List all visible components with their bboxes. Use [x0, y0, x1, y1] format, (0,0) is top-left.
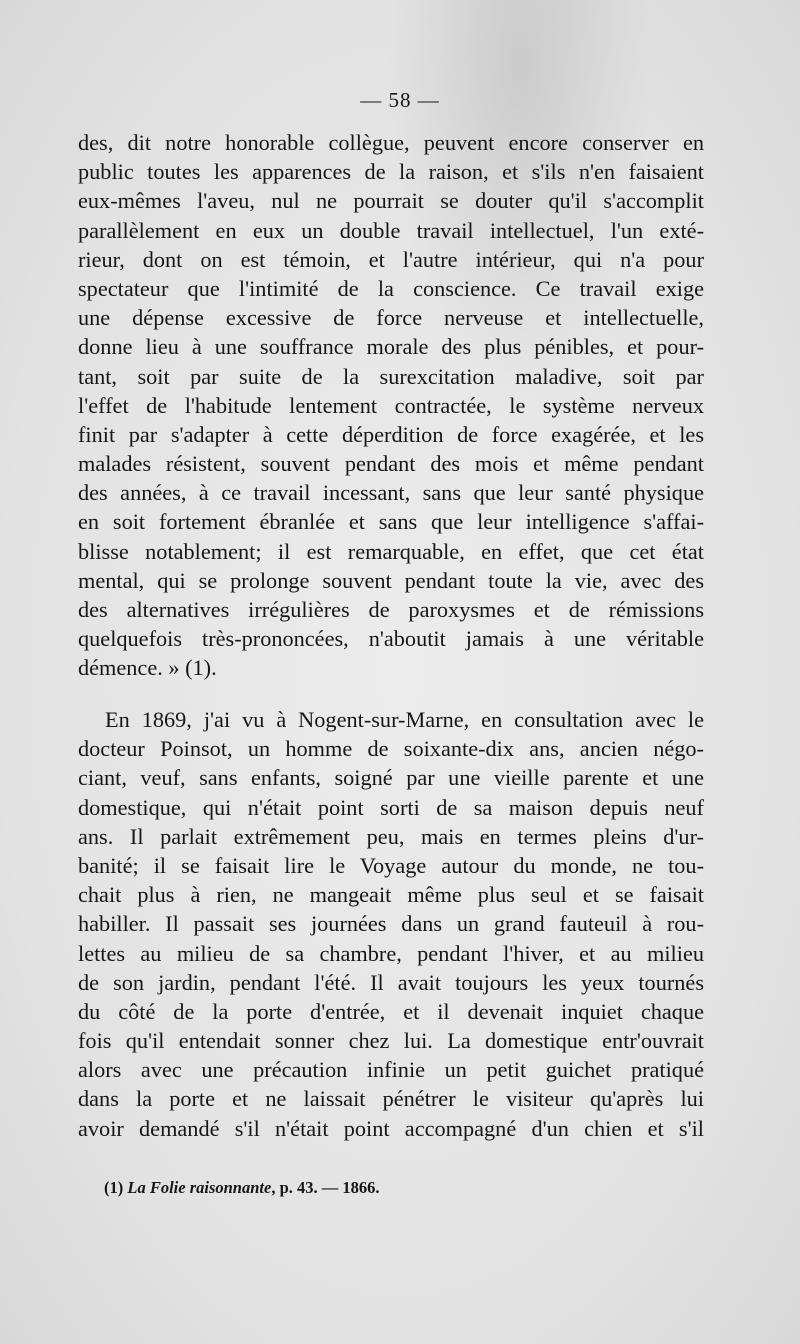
text-line: en soit fortement ébranlée et sans que leur intelligence s'affai- — [78, 509, 704, 535]
footnote-reference: , p. 43. — 1866. — [271, 1178, 380, 1197]
page-number: — 58 — — [360, 88, 440, 112]
paragraph-case-1869 — [78, 705, 704, 1143]
text-line: malades résistent, souvent pendant des mois et même pendant — [78, 451, 704, 477]
text-line: tant, soit par suite de la surexcitation maladive, soit par — [78, 363, 704, 389]
text-line: donne lieu à une souffrance morale des plus pénibles, et pour- — [78, 334, 704, 360]
text-line: habiller. Il passait ses journées dans un grand fauteuil à rou- — [78, 911, 704, 937]
text-line: lettes au milieu de sa chambre, pendant l'hiver, et au milieu — [78, 940, 704, 966]
text-line: des, dit notre honorable collègue, peuvent encore conserver en — [78, 130, 704, 155]
text-line: quelquefois très-prononcées, n'aboutit jamais à une véritable — [78, 626, 704, 652]
text-line: de son jardin, pendant l'été. Il avait toujours les yeux tournés — [78, 969, 704, 995]
text-line: fois qu'il entendait sonner chez lui. La domestique entr'ouvrait — [78, 1028, 704, 1054]
footnote-marker: (1) — [104, 1178, 124, 1197]
text-line-indented: En 1869, j'ai vu à Nogent-sur-Marne, en consultation avec le — [105, 707, 704, 732]
text-line: dans la porte et ne laissait pénétrer le visiteur qu'après lui — [78, 1086, 704, 1112]
text-line: des années, à ce travail incessant, sans que leur santé physique — [78, 480, 704, 506]
text-line: du côté de la porte d'entrée, et il devenait inquiet chaque — [78, 998, 704, 1024]
text-line: finit par s'adapter à cette déperdition de force exagérée, et les — [78, 421, 704, 447]
text-line: spectateur que l'intimité de la conscience. Ce travail exige — [78, 275, 704, 301]
text-line: ciant, veuf, sans enfants, soigné par une vieille parente et une — [78, 765, 704, 791]
paragraph-quote-continuation — [78, 128, 704, 683]
text-line: alors avec une précaution infinie un petit guichet pratiqué — [78, 1057, 704, 1083]
text-line: chait plus à rien, ne mangeait même plus seul et se faisait — [78, 882, 704, 908]
text-line: banité; il se faisait lire le Voyage autour du monde, ne tou- — [78, 852, 704, 878]
footnote-title: La Folie raisonnante — [127, 1178, 272, 1197]
text-line: l'effet de l'habitude lentement contractée, le système nerveux — [78, 392, 704, 418]
text-line: blisse notablement; il est remarquable, en effet, que cet état — [78, 538, 704, 564]
text-line-last: démence. » (1). — [78, 655, 217, 681]
text-line: rieur, dont on est témoin, et l'autre intérieur, qui n'a pour — [78, 246, 704, 272]
text-line: une dépense excessive de force nerveuse et intellectuelle, — [78, 305, 704, 331]
footnote — [104, 1178, 380, 1198]
text-line: public toutes les apparences de la raison, et s'ils n'en faisaient — [78, 159, 704, 185]
text-line: docteur Poinsot, un homme de soixante-dix ans, ancien négo- — [78, 736, 704, 762]
text-line: avoir demandé s'il n'était point accompagné d'un chien et s'il — [78, 1115, 704, 1141]
text-line: ans. Il parlait extrêmement peu, mais en termes pleins d'ur- — [78, 823, 704, 849]
text-line: mental, qui se prolonge souvent pendant toute la vie, avec des — [78, 567, 704, 593]
text-line: domestique, qui n'était point sorti de sa maison depuis neuf — [78, 794, 704, 820]
text-line: parallèlement en eux un double travail intellectuel, l'un exté- — [78, 217, 704, 243]
text-line: eux-mêmes l'aveu, nul ne pourrait se douter qu'il s'accomplit — [78, 188, 704, 214]
text-line: des alternatives irrégulières de paroxysmes et de rémissions — [78, 597, 704, 622]
